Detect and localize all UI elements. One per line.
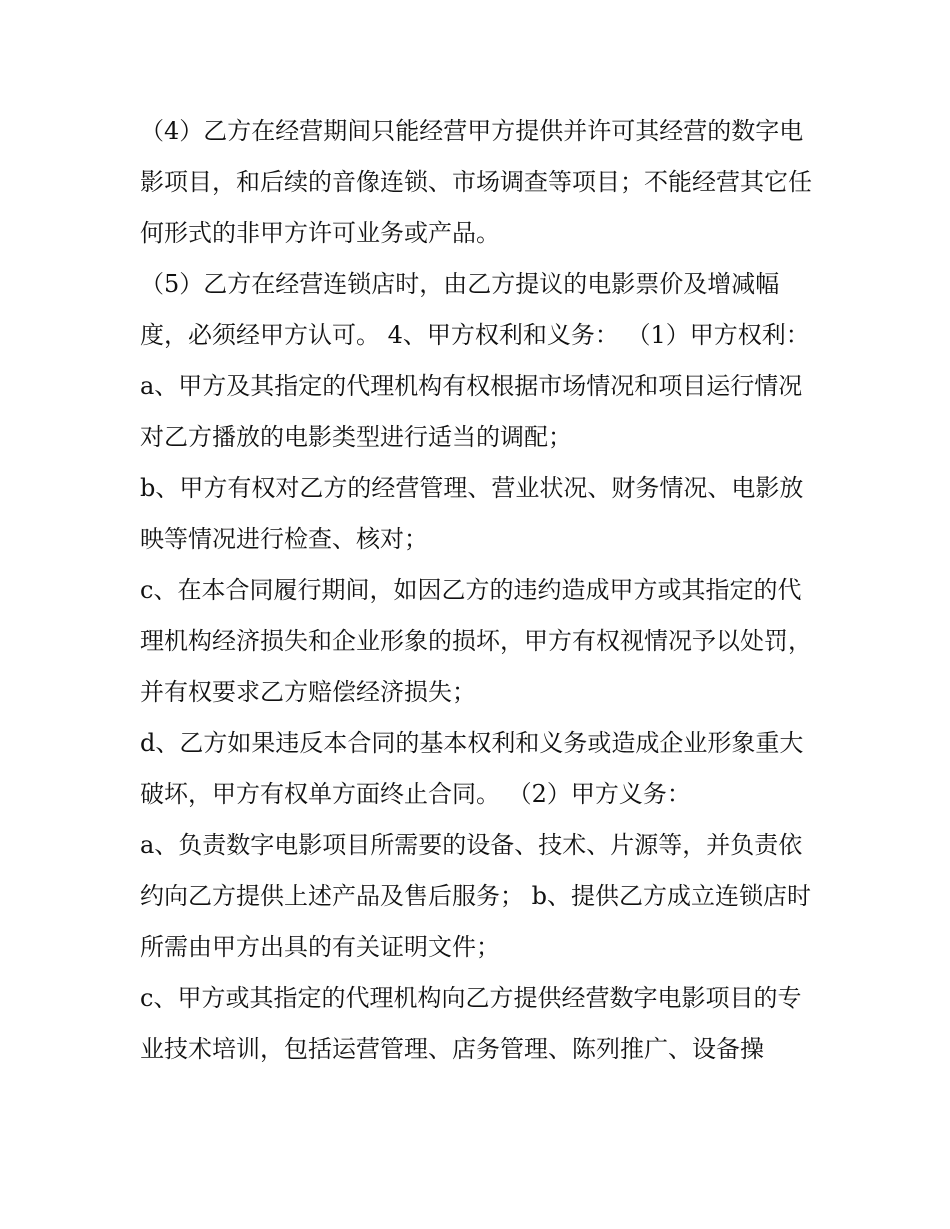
paragraph-clause-5: （5）乙方在经营连锁店时，由乙方提议的电影票价及增减幅度，必须经甲方认可。 4、甲方权利和义务： （1）甲方权利： — [140, 270, 810, 349]
paragraph-right-b: b、甲方有权对乙方的经营管理、营业状况、财务情况、电影放映等情况进行检查、核对； — [140, 474, 804, 553]
paragraph-clause-4: （4）乙方在经营期间只能经营甲方提供并许可其经营的数字电影项目，和后续的音像连锁、市场调查等项目；不能经营其它任何形式的非甲方许可业务或产品。 — [140, 117, 812, 247]
paragraph-duty-a-b: a、负责数字电影项目所需要的设备、技术、片源等，并负责依约向乙方提供上述产品及售后服务； b、提供乙方成立连锁店时所需由甲方出具的有关证明文件； — [140, 831, 811, 961]
paragraph-right-d: d、乙方如果违反本合同的基本权利和义务或造成企业形象重大破坏，甲方有权单方面终止合同。 （2）甲方义务： — [140, 729, 804, 808]
paragraph-right-a: a、甲方及其指定的代理机构有权根据市场情况和项目运行情况对乙方播放的电影类型进行适当的调配； — [140, 372, 803, 451]
paragraph-duty-c: c、甲方或其指定的代理机构向乙方提供经营数字电影项目的专业技术培训，包括运营管理、店务管理、陈列推广、设备操 — [140, 984, 802, 1063]
document-body — [140, 106, 820, 1075]
paragraph-right-c: c、在本合同履行期间，如因乙方的违约造成甲方或其指定的代理机构经济损失和企业形象的损坏，甲方有权视情况予以处罚，并有权要求乙方赔偿经济损失； — [140, 576, 812, 706]
